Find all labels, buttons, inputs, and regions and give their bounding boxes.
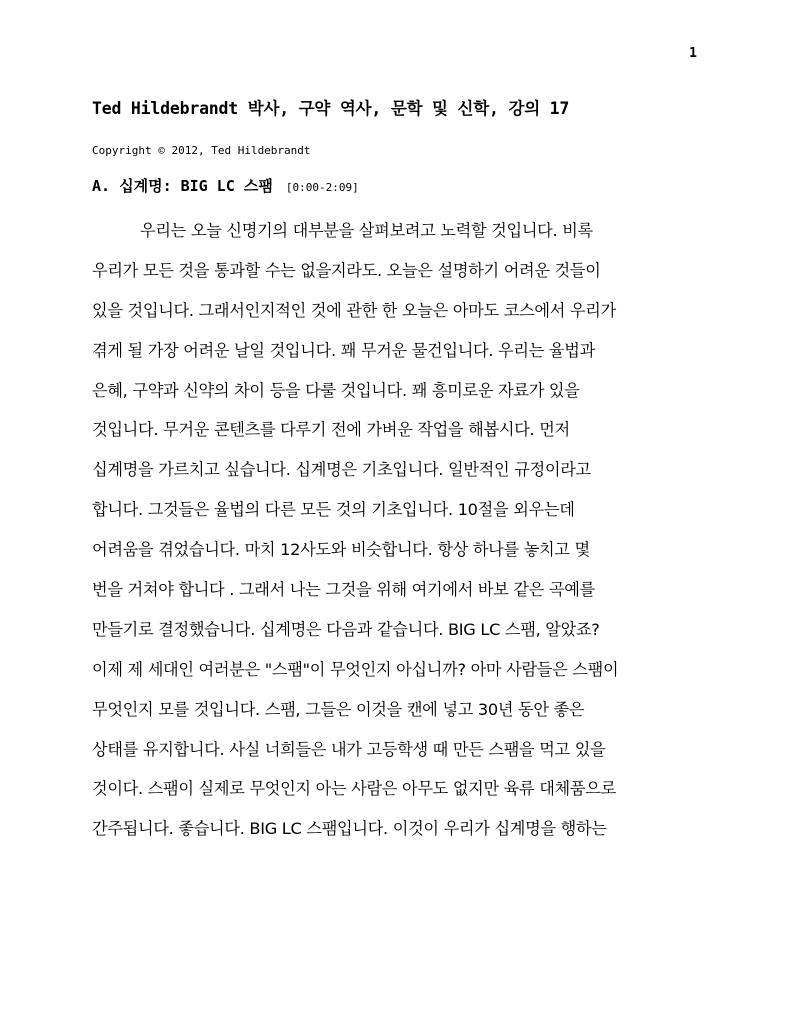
paragraph-line: 있을 것입니다. 그래서인지적인 것에 관한 한 오늘은 아마도 코스에서 우리가 xyxy=(92,300,616,320)
paragraph-line: 겪게 될 가장 어려운 날일 것입니다. 꽤 무거운 물건입니다. 우리는 율법과 xyxy=(92,340,595,360)
paragraph-line: 합니다. 그것들은 율법의 다른 모든 것의 기초입니다. 10절을 외우는데 xyxy=(92,500,575,520)
page-title: Ted Hildebrandt 박사, 구약 역사, 문학 및 신학, 강의 17 xyxy=(92,99,570,118)
paragraph-line: 것입니다. 무거운 콘텐츠를 다루기 전에 가벼운 작업을 해봅시다. 먼저 xyxy=(92,420,570,440)
paragraph-line: 것이다. 스팸이 실제로 무엇인지 아는 사람은 아무도 없지만 육류 대체품으로 xyxy=(92,779,616,799)
body-paragraph xyxy=(92,211,702,849)
section-timestamp: [0:00-2:09] xyxy=(285,181,359,194)
section-heading xyxy=(92,175,359,196)
paragraph-line: 무엇인지 모를 것입니다. 스팸, 그들은 이것을 캔에 넣고 30년 동안 좋은 xyxy=(92,699,585,719)
paragraph-line: 은혜, 구약과 신약의 차이 등을 다룰 것입니다. 꽤 흥미로운 자료가 있을 xyxy=(92,380,580,400)
paragraph-line: 십계명을 가르치고 싶습니다. 십계명은 기초입니다. 일반적인 규정이라고 xyxy=(92,460,591,480)
paragraph-line: 우리가 모든 것을 통과할 수는 없을지라도. 오늘은 설명하기 어려운 것들이 xyxy=(92,260,601,280)
paragraph-line: 상태를 유지합니다. 사실 너희들은 내가 고등학생 때 만든 스팸을 먹고 있을 xyxy=(92,739,606,759)
copyright-line: Copyright © 2012, Ted Hildebrandt xyxy=(92,144,311,157)
page-number: 1 xyxy=(689,46,697,61)
paragraph-line: 우리는 오늘 신명기의 대부분을 살펴보려고 노력할 것입니다. 비록 xyxy=(140,221,593,240)
paragraph-line: 어려움을 겪었습니다. 마치 12사도와 비슷합니다. 항상 하나를 놓치고 몇 xyxy=(92,540,590,560)
paragraph-line: 만들기로 결정했습니다. 십계명은 다음과 같습니다. BIG LC 스팸, 알았죠? xyxy=(92,619,600,639)
paragraph-line: 간주됩니다. 좋습니다. BIG LC 스팸입니다. 이것이 우리가 십계명을 행하는 xyxy=(92,819,607,839)
section-heading-text: A. 십계명: BIG LC 스팸 xyxy=(92,177,273,195)
paragraph-line: 이제 제 세대인 여러분은 "스팸"이 무엇인지 아십니까? 아마 사람들은 스팸이 xyxy=(92,659,619,679)
paragraph-line: 번을 거쳐야 합니다 . 그래서 나는 그것을 위해 여기에서 바보 같은 곡예를 xyxy=(92,580,595,600)
